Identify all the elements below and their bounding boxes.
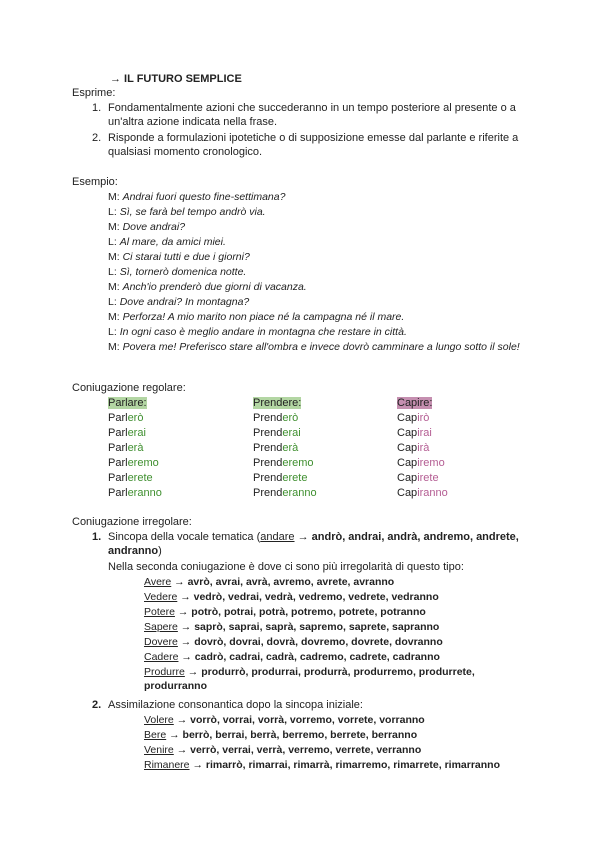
dialogue-line — [108, 280, 307, 294]
irregular-verb-row: Venire → verrò, verrai, verrà, verremo, verrete, verranno — [144, 744, 422, 756]
conj-form: Capirete — [397, 472, 439, 484]
conj-form: Capirà — [397, 442, 430, 454]
header-prendere — [253, 396, 301, 410]
irregular-verb-row: Dovere → dovrò, dovrai, dovrà, dovremo, dovrete, dovranno — [144, 636, 443, 648]
speaker: M: — [108, 341, 120, 353]
irregular-verb-row: Cadere → cadrò, cadrai, cadrà, cadremo, cadrete, cadranno — [144, 651, 440, 663]
conj-form: Capiranno — [397, 487, 448, 499]
dialogue-text: Sì, tornerò domenica notte. — [119, 266, 247, 278]
header-prendere-text: Prendere: — [253, 397, 302, 409]
esprime-item-1: Fondamentalmente azioni che succederanno in un tempo posteriore al presente o a un'altra azione indicata nella frase. — [108, 102, 516, 128]
header-parlare-text: Parlare: — [108, 397, 147, 409]
irregular-verb-row: Volere → vorrò, vorrai, vorrà, vorremo, vorrete, vorranno — [144, 714, 425, 726]
conj-form: Parleranno — [108, 487, 162, 499]
dialogue-line — [108, 235, 226, 249]
conj-form: Parlerò — [108, 412, 144, 424]
sec1-note: Nella seconda coniugazione è dove ci sono più irregolarità di questo tipo: — [108, 561, 464, 573]
header-capire-text: Capire: — [397, 397, 433, 409]
dialogue-text: Ci starai tutti e due i giorni? — [122, 251, 250, 263]
esprime-label: Esprime: — [72, 87, 116, 99]
header-parlare — [108, 396, 147, 410]
conj-form: Prenderete — [253, 472, 308, 484]
speaker: L: — [108, 236, 117, 248]
sec1-num: 1. — [92, 531, 102, 543]
irregular-verb-row: Sapere → saprò, saprai, saprà, sapremo, saprete, sapranno — [144, 621, 440, 633]
dialogue-text: Dove andrai? In montagna? — [119, 296, 250, 308]
dialogue-line — [108, 340, 533, 354]
esempio-label: Esempio: — [72, 176, 118, 188]
header-capire — [397, 396, 432, 410]
sec2-title: Assimilazione consonantica dopo la sincopa iniziale: — [108, 699, 363, 711]
page-title: → IL FUTURO SEMPLICE — [110, 73, 242, 85]
dialogue-line — [108, 250, 250, 264]
speaker: M: — [108, 311, 120, 323]
speaker: L: — [108, 326, 117, 338]
esprime-item-2: Risponde a formulazioni ipotetiche o di supposizione emesse dal parlante e riferite a qualsiasi momento cronologico. — [108, 132, 519, 158]
conj-form: Prenderemo — [253, 457, 314, 469]
speaker: L: — [108, 296, 117, 308]
speaker: L: — [108, 206, 117, 218]
speaker: M: — [108, 221, 120, 233]
regolare-label: Coniugazione regolare: — [72, 382, 186, 394]
irregular-verb-row: Potere → potrò, potrai, potrà, potremo, potrete, potranno — [144, 606, 426, 618]
example-forms: andrò, andrai, andrà, andremo, andrete, andranno — [108, 531, 519, 557]
sec1-title: Sincopa della vocale tematica (andare → andrò, andrai, andrà, andremo, andrete, andranno) — [108, 531, 519, 557]
irregolare-label: Coniugazione irregolare: — [72, 516, 192, 528]
dialogue-line — [108, 205, 266, 219]
irregular-verb-row: Vedere → vedrò, vedrai, vedrà, vedremo, vedrete, vedranno — [144, 591, 439, 603]
dialogue-text: Perforza! A mio marito non piace né la campagna né il mare. — [122, 311, 405, 323]
sec2-num: 2. — [92, 699, 102, 711]
conj-form: Parlerai — [108, 427, 146, 439]
speaker: M: — [108, 281, 120, 293]
dialogue-line — [108, 310, 404, 324]
dialogue-line — [108, 325, 407, 339]
esprime-num-2: 2. — [92, 132, 102, 144]
conj-form: Parleremo — [108, 457, 159, 469]
dialogue-line — [108, 220, 185, 234]
dialogue-text: Andrai fuori questo fine-settimana? — [122, 191, 286, 203]
irregular-verb-row: Bere → berrò, berrai, berrà, berremo, berrete, berranno — [144, 729, 418, 741]
example-verb: andare — [260, 531, 295, 543]
dialogue-text: Dove andrai? — [122, 221, 186, 233]
speaker: M: — [108, 191, 120, 203]
conj-form: Capirò — [397, 412, 430, 424]
dialogue-line — [108, 265, 246, 279]
dialogue-text: Al mare, da amici miei. — [119, 236, 226, 248]
conj-form: Parlerete — [108, 472, 153, 484]
speaker: M: — [108, 251, 120, 263]
conj-form: Parlerà — [108, 442, 144, 454]
irregular-verb-row: Rimanere → rimarrò, rimarrai, rimarrà, rimarremo, rimarrete, rimarranno — [144, 759, 501, 771]
conj-form: Prenderanno — [253, 487, 317, 499]
irregular-verb-row: Avere → avrò, avrai, avrà, avremo, avrete, avranno — [144, 576, 395, 588]
conj-form: Prenderà — [253, 442, 299, 454]
dialogue-line — [108, 295, 249, 309]
dialogue-text: Sì, se farà bel tempo andrò via. — [119, 206, 266, 218]
esprime-num-1: 1. — [92, 102, 102, 114]
speaker: L: — [108, 266, 117, 278]
dialogue-text: Anch'io prenderò due giorni di vacanza. — [122, 281, 307, 293]
conj-form: Prenderai — [253, 427, 301, 439]
conj-form: Capirai — [397, 427, 432, 439]
dialogue-text: Povera me! Preferisco stare all'ombra e invece dovrò camminare a lungo sotto il sole! — [122, 341, 520, 353]
conj-form: Prenderò — [253, 412, 299, 424]
dialogue-text: In ogni caso è meglio andare in montagna che restare in città. — [119, 326, 407, 338]
dialogue-line — [108, 190, 285, 204]
conj-form: Capiremo — [397, 457, 445, 469]
irregular-verb-row: Produrre → produrrò, produrrai, produrrà, produrremo, produrrete, produrranno — [144, 666, 475, 692]
